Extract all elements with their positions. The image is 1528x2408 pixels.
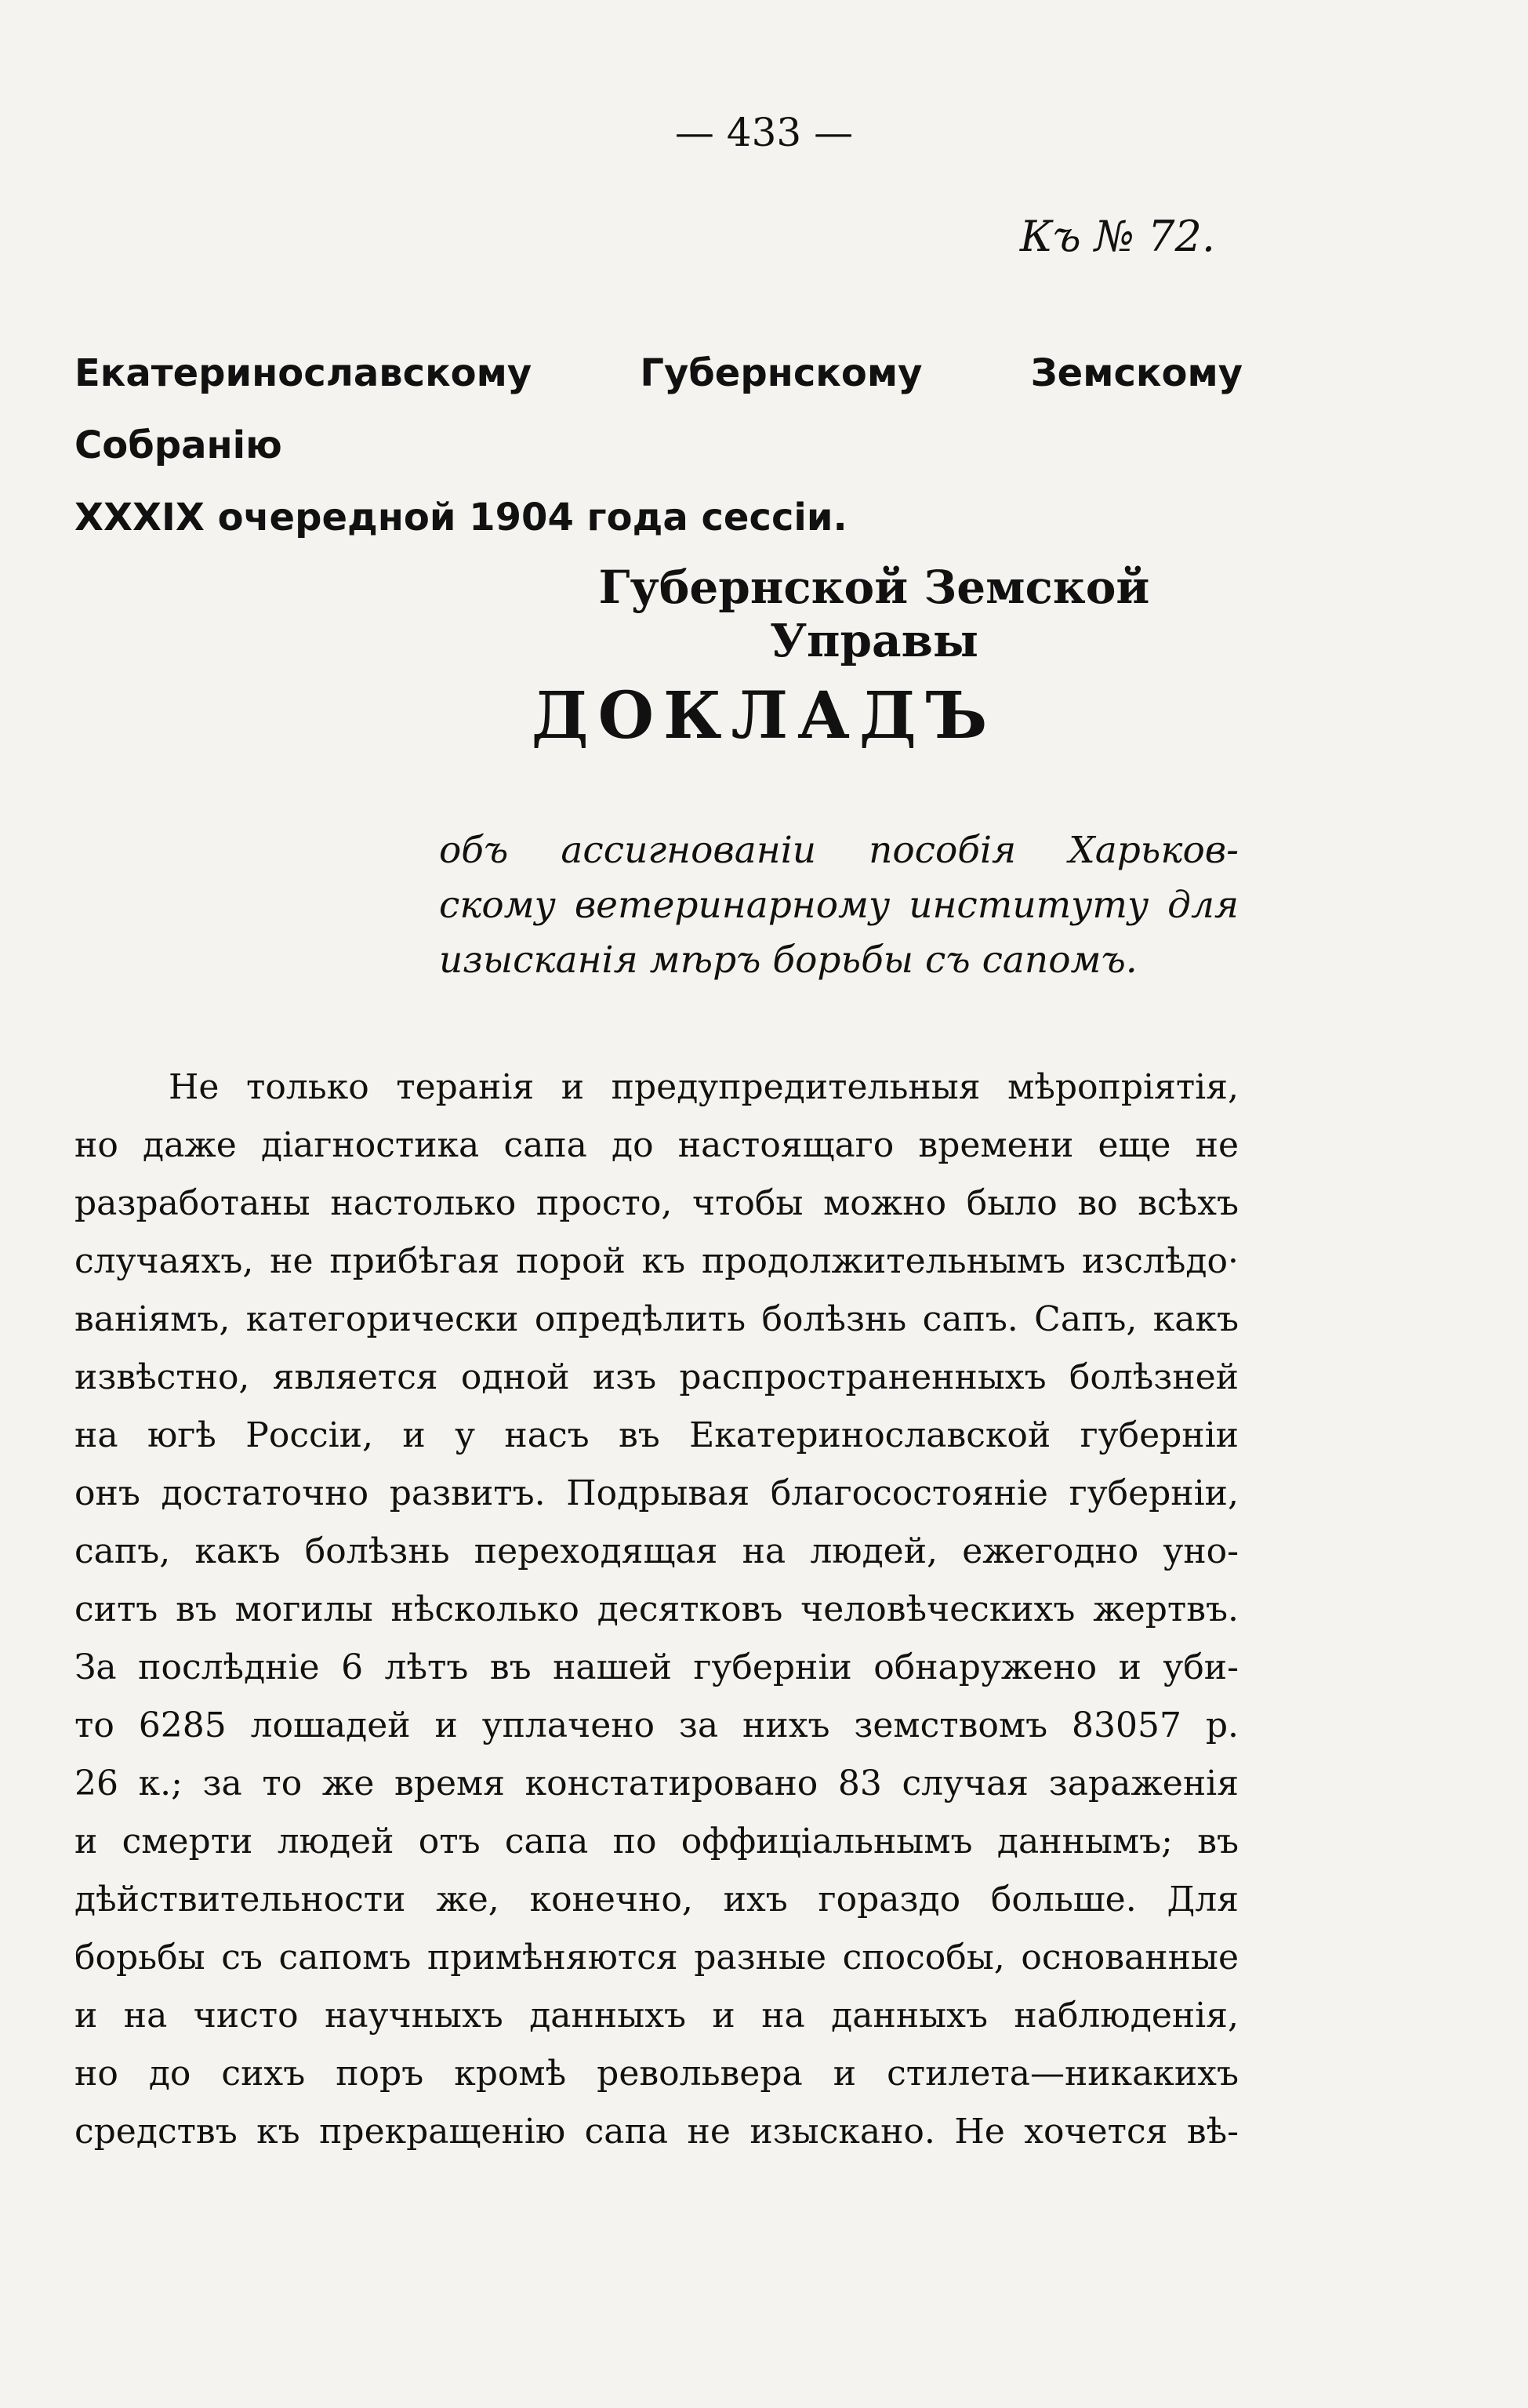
body-line: 26 к.; за то же время констатировано 83 случая зараженія — [74, 1763, 1239, 1803]
reference-number: Къ № 72. — [1019, 212, 1215, 261]
body-line: сапъ, какъ болѣзнь переходящая на людей, ежегодно уно- — [74, 1531, 1239, 1571]
body-line: Не только теранія и предупредительныя мѣропріятія, — [169, 1067, 1239, 1107]
body-line: и смерти людей отъ сапа по оффиціальнымъ даннымъ; въ — [74, 1821, 1239, 1861]
body-line: За послѣдніе 6 лѣтъ въ нашей губерніи обнаружено и уби- — [74, 1647, 1239, 1687]
body-line: случаяхъ, не прибѣгая порой къ продолжительнымъ изслѣдо· — [74, 1241, 1239, 1281]
report-title: ДОКЛАДЪ — [531, 678, 997, 754]
body-line: борьбы съ сапомъ примѣняются разные способы, основанные — [74, 1938, 1239, 1978]
body-line: то 6285 лошадей и уплачено за нихъ земствомъ 83057 р. — [74, 1705, 1239, 1745]
body-line: средствъ къ прекращенію сапа не изыскано. Не хочется вѣ- — [74, 2112, 1239, 2152]
body-line: извѣстно, является одной изъ распространенныхъ болѣзней — [74, 1357, 1239, 1397]
subject-line: изысканія мѣръ борьбы съ сапомъ. — [439, 939, 1138, 982]
body-line: на югѣ Россіи, и у насъ въ Екатеринославской губерніи — [74, 1415, 1239, 1455]
page-number: — 433 — — [674, 110, 854, 155]
report-subject — [439, 823, 1239, 988]
addressee — [74, 337, 1243, 554]
body-line: ситъ въ могилы нѣсколько десятковъ человѣческихъ жертвъ. — [74, 1589, 1239, 1629]
subject-line: скому ветеринарному институту для — [439, 884, 1239, 927]
body-line: ваніямъ, категорически опредѣлить болѣзнь сапъ. Сапъ, какъ — [74, 1299, 1239, 1339]
body-line: онъ достаточно развитъ. Подрывая благосостояніе губерніи, — [74, 1473, 1239, 1513]
body-line: разработаны настолько просто, чтобы можно было во всѣхъ — [74, 1183, 1239, 1223]
board-name: Губернской Земской Управы — [598, 561, 1150, 667]
body-line: но даже діагностика сапа до настоящаго времени еще не — [74, 1125, 1239, 1165]
body-line: и на чисто научныхъ данныхъ и на данныхъ наблюденія, — [74, 1996, 1239, 2036]
body-line: дѣйствительности же, конечно, ихъ гораздо больше. Для — [74, 1880, 1239, 1919]
subject-line: объ ассигнованіи пособія Харьков- — [439, 829, 1239, 872]
addressee-line: XXXIX очередной 1904 года сессіи. — [74, 496, 847, 539]
body-text — [74, 1059, 1239, 2161]
addressee-line: Екатеринославскому Губернскому Земскому Собранію — [74, 351, 1243, 467]
body-line: но до сихъ поръ кромѣ револьвера и стилета—никакихъ — [74, 2054, 1239, 2094]
